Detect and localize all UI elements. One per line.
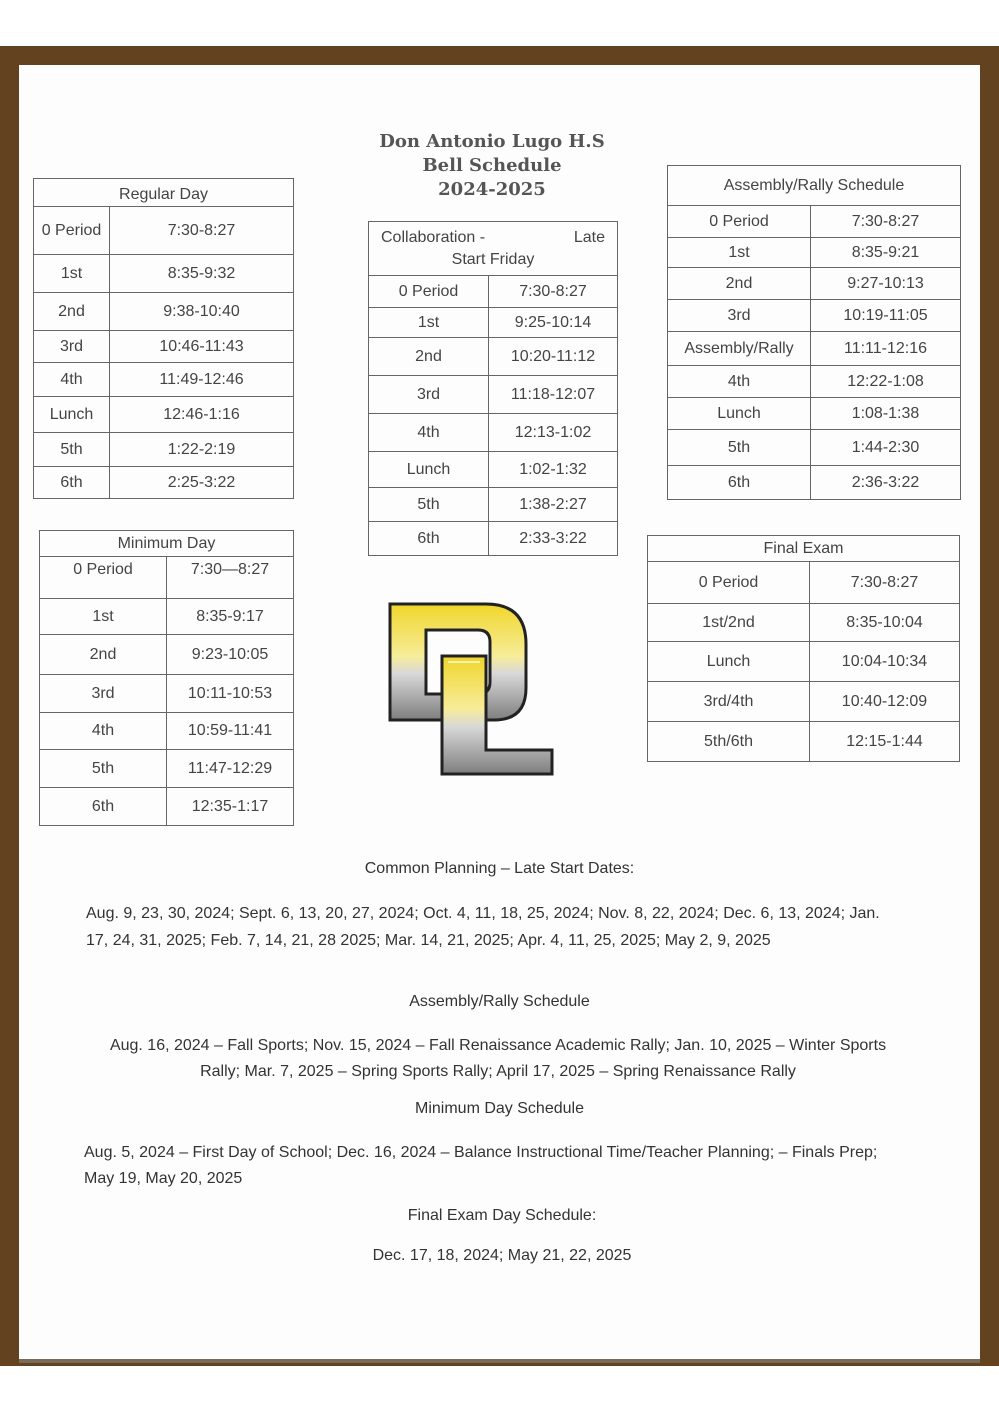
table-row (40, 557, 294, 599)
table-row (34, 433, 294, 467)
period-cell: 6th (40, 788, 167, 826)
time-cell: 7:30—8:27 (167, 557, 294, 599)
dl-logo (386, 600, 558, 778)
period-cell: 5th/6th (648, 722, 810, 762)
period-cell: 6th (668, 466, 811, 500)
period-cell: 2nd (40, 635, 167, 675)
time-cell: 10:59-11:41 (167, 713, 294, 750)
period-cell: 1st (369, 308, 489, 338)
table-row (34, 255, 294, 293)
time-cell: 1:08-1:38 (811, 398, 961, 430)
period-cell: 6th (369, 522, 489, 556)
table-row (668, 398, 961, 430)
time-cell: 8:35-10:04 (810, 604, 960, 642)
time-cell: 8:35-9:17 (167, 599, 294, 635)
period-cell: 3rd (668, 300, 811, 332)
time-cell: 8:35-9:32 (110, 255, 294, 293)
table-row (668, 430, 961, 466)
table-row (369, 308, 618, 338)
period-cell: 0 Period (34, 207, 110, 255)
period-cell: Lunch (34, 397, 110, 433)
table-row (668, 300, 961, 332)
table-row (369, 276, 618, 308)
collab-title-right: Late (573, 228, 605, 246)
time-cell: 1:38-2:27 (489, 488, 618, 522)
time-cell: 11:49-12:46 (110, 363, 294, 397)
school-name: Don Antonio Lugo H.S (379, 131, 605, 152)
time-cell: 8:35-9:21 (811, 238, 961, 268)
time-cell: 2:36-3:22 (811, 466, 961, 500)
assembly-heading: Assembly/Rally Schedule (409, 993, 590, 1010)
final-heading: Final Exam Day Schedule: (407, 1207, 597, 1224)
time-cell: 7:30-8:27 (489, 276, 618, 308)
time-cell: 11:11-12:16 (811, 332, 961, 366)
time-cell: 9:23-10:05 (167, 635, 294, 675)
period-cell: 4th (369, 414, 489, 452)
paper-edge (19, 1359, 980, 1363)
table-row (34, 363, 294, 397)
period-cell: 1st (668, 238, 811, 268)
table-row (369, 414, 618, 452)
table-row (34, 293, 294, 331)
time-cell: 1:44-2:30 (811, 430, 961, 466)
time-cell: 7:30-8:27 (810, 562, 960, 604)
table-row (648, 562, 960, 604)
period-cell: 3rd (369, 376, 489, 414)
table-row (34, 467, 294, 499)
time-cell: 12:35-1:17 (167, 788, 294, 826)
period-cell: 0 Period (668, 206, 811, 238)
page-title (342, 130, 642, 202)
period-cell: 0 Period (40, 557, 167, 599)
time-cell: 12:13-1:02 (489, 414, 618, 452)
period-cell: 5th (40, 750, 167, 788)
time-cell: 1:02-1:32 (489, 452, 618, 488)
time-cell: 2:25-3:22 (110, 467, 294, 499)
period-cell: 3rd/4th (648, 682, 810, 722)
table-row (369, 452, 618, 488)
minimum-heading: Minimum Day Schedule (415, 1100, 584, 1117)
table-row (34, 331, 294, 363)
period-cell: 3rd (40, 675, 167, 713)
table-row (668, 332, 961, 366)
table-row (40, 635, 294, 675)
collab-title-line2: Start Friday (451, 250, 535, 268)
time-cell: 10:04-10:34 (810, 642, 960, 682)
time-cell: 10:11-10:53 (167, 675, 294, 713)
time-cell: 12:22-1:08 (811, 366, 961, 398)
period-cell: 5th (369, 488, 489, 522)
period-cell: 2nd (369, 338, 489, 376)
table-row (34, 397, 294, 433)
table-row (369, 338, 618, 376)
table-row (648, 604, 960, 642)
table-row (668, 366, 961, 398)
table-row (648, 722, 960, 762)
time-cell: 11:47-12:29 (167, 750, 294, 788)
school-year: 2024-2025 (438, 179, 546, 200)
planning-heading: Common Planning – Late Start Dates: (364, 860, 635, 877)
table-row (40, 788, 294, 826)
assembly-table (667, 165, 961, 500)
period-cell: Assembly/Rally (668, 332, 811, 366)
planning-dates: Aug. 9, 23, 30, 2024; Sept. 6, 13, 20, 27, 2024; Oct. 4, 11, 18, 25, 2024; Nov. 8, 22, 2024; Dec. 6, 13, 2024; Jan. 17, 24, 31, 2025; Feb. 7, 14, 21, 28 2025; Mar. 14, 21, 2025; Apr. 4, 11, 25, 2025; May 2, 9, 2025 (86, 905, 880, 949)
table-row (648, 682, 960, 722)
period-cell: 5th (34, 433, 110, 467)
period-cell: 6th (34, 467, 110, 499)
minimum-day-table (39, 530, 294, 826)
minimum-dates: Aug. 5, 2024 – First Day of School; Dec. 16, 2024 – Balance Instructional Time/Teacher Planning; – Finals Prep; May 19, May 20, 2025 (84, 1144, 878, 1187)
table-row (369, 522, 618, 556)
table-row (40, 675, 294, 713)
period-cell: 0 Period (369, 276, 489, 308)
time-cell: 7:30-8:27 (110, 207, 294, 255)
period-cell: 5th (668, 430, 811, 466)
time-cell: 9:27-10:13 (811, 268, 961, 300)
time-cell: 12:15-1:44 (810, 722, 960, 762)
table-row (668, 238, 961, 268)
period-cell: 1st (34, 255, 110, 293)
regular-day-table (33, 178, 294, 499)
table-title: Final Exam (648, 536, 960, 562)
period-cell: 1st/2nd (648, 604, 810, 642)
time-cell: 9:25-10:14 (489, 308, 618, 338)
period-cell: 0 Period (648, 562, 810, 604)
table-title: Minimum Day (40, 531, 294, 557)
period-cell: 2nd (668, 268, 811, 300)
time-cell: 12:46-1:16 (110, 397, 294, 433)
collab-title-left: Collaboration - (381, 228, 486, 246)
time-cell: 7:30-8:27 (811, 206, 961, 238)
time-cell: 10:20-11:12 (489, 338, 618, 376)
schedule-subtitle: Bell Schedule (422, 155, 562, 176)
assembly-dates: Aug. 16, 2024 – Fall Sports; Nov. 15, 2024 – Fall Renaissance Academic Rally; Jan. 10, 2025 – Winter Sports Rally; Mar. 7, 2025 – Spring Sports Rally; April 17, 2025 – Spring Renaissance Rally (109, 1037, 887, 1080)
time-cell: 1:22-2:19 (110, 433, 294, 467)
period-cell: 3rd (34, 331, 110, 363)
period-cell: 4th (668, 366, 811, 398)
time-cell: 9:38-10:40 (110, 293, 294, 331)
period-cell: 1st (40, 599, 167, 635)
table-row (34, 207, 294, 255)
final-exam-table (647, 535, 960, 762)
period-cell: Lunch (648, 642, 810, 682)
table-row (668, 466, 961, 500)
table-title: Assembly/Rally Schedule (668, 166, 961, 206)
time-cell: 2:33-3:22 (489, 522, 618, 556)
table-row (648, 642, 960, 682)
table-row (369, 488, 618, 522)
period-cell: Lunch (668, 398, 811, 430)
period-cell: 4th (40, 713, 167, 750)
table-title: Regular Day (34, 179, 294, 207)
collaboration-table (368, 221, 618, 556)
period-cell: Lunch (369, 452, 489, 488)
table-row (668, 268, 961, 300)
period-cell: 4th (34, 363, 110, 397)
time-cell: 11:18-12:07 (489, 376, 618, 414)
table-title (369, 222, 618, 276)
table-row (369, 376, 618, 414)
table-row (668, 206, 961, 238)
final-dates: Dec. 17, 18, 2024; May 21, 22, 2025 (372, 1247, 632, 1264)
table-row (40, 599, 294, 635)
period-cell: 2nd (34, 293, 110, 331)
time-cell: 10:19-11:05 (811, 300, 961, 332)
time-cell: 10:40-12:09 (810, 682, 960, 722)
time-cell: 10:46-11:43 (110, 331, 294, 363)
table-row (40, 750, 294, 788)
table-row (40, 713, 294, 750)
